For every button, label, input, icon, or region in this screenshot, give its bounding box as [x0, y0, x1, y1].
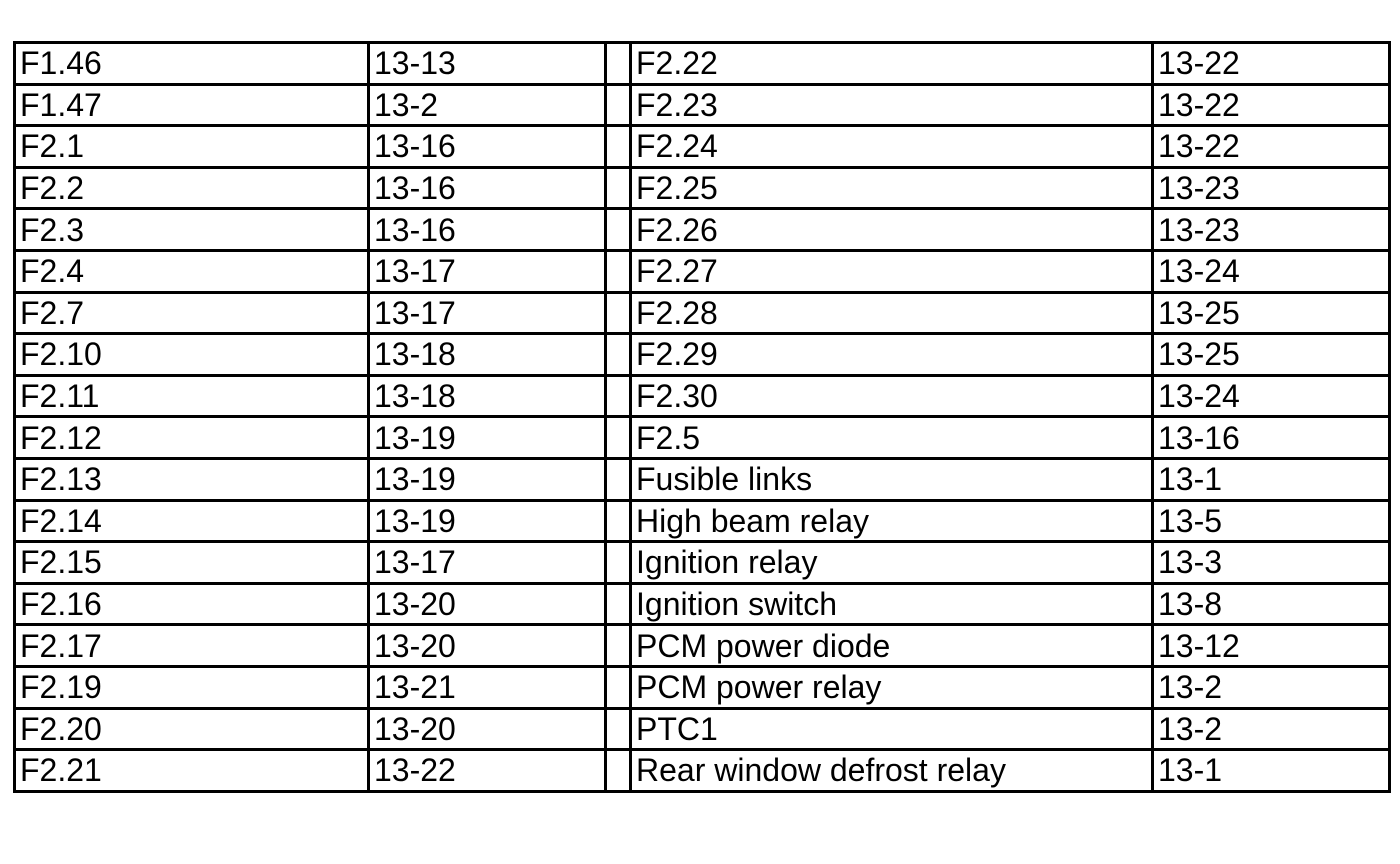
right-page-ref-cell: 13-23 — [1153, 209, 1390, 251]
left-page-ref-cell: 13-19 — [369, 417, 606, 459]
spacer-cell — [606, 84, 631, 126]
left-page-ref-cell: 13-19 — [369, 500, 606, 542]
right-component-cell: PTC1 — [631, 708, 1153, 750]
table-row — [15, 625, 1390, 667]
left-page-ref-cell: 13-13 — [369, 43, 606, 85]
left-page-ref-cell: 13-20 — [369, 625, 606, 667]
right-component-cell: PCM power relay — [631, 666, 1153, 708]
right-page-ref-cell: 13-25 — [1153, 334, 1390, 376]
left-component-cell: F2.4 — [15, 250, 369, 292]
table-row — [15, 375, 1390, 417]
right-component-cell: F2.25 — [631, 167, 1153, 209]
right-page-ref-cell: 13-2 — [1153, 666, 1390, 708]
spacer-cell — [606, 417, 631, 459]
left-page-ref-cell: 13-18 — [369, 375, 606, 417]
spacer-cell — [606, 126, 631, 168]
left-component-cell: F1.46 — [15, 43, 369, 85]
right-page-ref-cell: 13-3 — [1153, 542, 1390, 584]
left-page-ref-cell: 13-16 — [369, 209, 606, 251]
right-page-ref-cell: 13-1 — [1153, 750, 1390, 792]
left-component-cell: F1.47 — [15, 84, 369, 126]
left-page-ref-cell: 13-16 — [369, 126, 606, 168]
spacer-cell — [606, 750, 631, 792]
left-page-ref-cell: 13-2 — [369, 84, 606, 126]
left-component-cell: F2.12 — [15, 417, 369, 459]
right-page-ref-cell: 13-22 — [1153, 126, 1390, 168]
right-page-ref-cell: 13-24 — [1153, 375, 1390, 417]
spacer-cell — [606, 43, 631, 85]
left-page-ref-cell: 13-17 — [369, 292, 606, 334]
spacer-cell — [606, 334, 631, 376]
left-component-cell: F2.17 — [15, 625, 369, 667]
right-page-ref-cell: 13-8 — [1153, 583, 1390, 625]
table-row — [15, 417, 1390, 459]
right-component-cell: PCM power diode — [631, 625, 1153, 667]
right-component-cell: F2.30 — [631, 375, 1153, 417]
left-component-cell: F2.7 — [15, 292, 369, 334]
right-component-cell: Rear window defrost relay — [631, 750, 1153, 792]
right-component-cell: F2.29 — [631, 334, 1153, 376]
spacer-cell — [606, 167, 631, 209]
right-component-cell: Fusible links — [631, 458, 1153, 500]
right-page-ref-cell: 13-2 — [1153, 708, 1390, 750]
left-component-cell: F2.20 — [15, 708, 369, 750]
spacer-cell — [606, 458, 631, 500]
table-row — [15, 209, 1390, 251]
spacer-cell — [606, 209, 631, 251]
left-page-ref-cell: 13-20 — [369, 583, 606, 625]
right-component-cell: Ignition switch — [631, 583, 1153, 625]
right-component-cell: F2.23 — [631, 84, 1153, 126]
right-component-cell: Ignition relay — [631, 542, 1153, 584]
left-component-cell: F2.3 — [15, 209, 369, 251]
spacer-cell — [606, 666, 631, 708]
spacer-cell — [606, 625, 631, 667]
left-page-ref-cell: 13-17 — [369, 250, 606, 292]
left-component-cell: F2.14 — [15, 500, 369, 542]
right-page-ref-cell: 13-22 — [1153, 43, 1390, 85]
spacer-cell — [606, 542, 631, 584]
left-component-cell: F2.2 — [15, 167, 369, 209]
left-page-ref-cell: 13-18 — [369, 334, 606, 376]
table-row — [15, 708, 1390, 750]
left-page-ref-cell: 13-17 — [369, 542, 606, 584]
right-component-cell: F2.5 — [631, 417, 1153, 459]
left-component-cell: F2.15 — [15, 542, 369, 584]
left-component-cell: F2.16 — [15, 583, 369, 625]
right-page-ref-cell: 13-5 — [1153, 500, 1390, 542]
table-row — [15, 43, 1390, 85]
table-row — [15, 250, 1390, 292]
left-page-ref-cell: 13-16 — [369, 167, 606, 209]
table-row — [15, 84, 1390, 126]
left-component-cell: F2.21 — [15, 750, 369, 792]
left-component-cell: F2.13 — [15, 458, 369, 500]
right-page-ref-cell: 13-25 — [1153, 292, 1390, 334]
table-row — [15, 334, 1390, 376]
table-row — [15, 750, 1390, 792]
left-page-ref-cell: 13-22 — [369, 750, 606, 792]
right-page-ref-cell: 13-22 — [1153, 84, 1390, 126]
left-page-ref-cell: 13-19 — [369, 458, 606, 500]
right-page-ref-cell: 13-12 — [1153, 625, 1390, 667]
left-page-ref-cell: 13-20 — [369, 708, 606, 750]
left-component-cell: F2.10 — [15, 334, 369, 376]
right-component-cell: F2.22 — [631, 43, 1153, 85]
table-row — [15, 542, 1390, 584]
component-index-table — [13, 41, 1391, 793]
spacer-cell — [606, 500, 631, 542]
spacer-cell — [606, 292, 631, 334]
spacer-cell — [606, 708, 631, 750]
table-row — [15, 666, 1390, 708]
spacer-cell — [606, 375, 631, 417]
right-page-ref-cell: 13-1 — [1153, 458, 1390, 500]
table-row — [15, 167, 1390, 209]
left-component-cell: F2.1 — [15, 126, 369, 168]
table-row — [15, 583, 1390, 625]
right-page-ref-cell: 13-16 — [1153, 417, 1390, 459]
spacer-cell — [606, 250, 631, 292]
spacer-cell — [606, 583, 631, 625]
table-row — [15, 458, 1390, 500]
right-component-cell: F2.24 — [631, 126, 1153, 168]
right-component-cell: F2.28 — [631, 292, 1153, 334]
component-index-body — [15, 43, 1390, 792]
table-row — [15, 292, 1390, 334]
right-component-cell: F2.26 — [631, 209, 1153, 251]
right-page-ref-cell: 13-24 — [1153, 250, 1390, 292]
left-component-cell: F2.11 — [15, 375, 369, 417]
table-row — [15, 126, 1390, 168]
right-component-cell: F2.27 — [631, 250, 1153, 292]
right-page-ref-cell: 13-23 — [1153, 167, 1390, 209]
table-row — [15, 500, 1390, 542]
left-page-ref-cell: 13-21 — [369, 666, 606, 708]
right-component-cell: High beam relay — [631, 500, 1153, 542]
left-component-cell: F2.19 — [15, 666, 369, 708]
